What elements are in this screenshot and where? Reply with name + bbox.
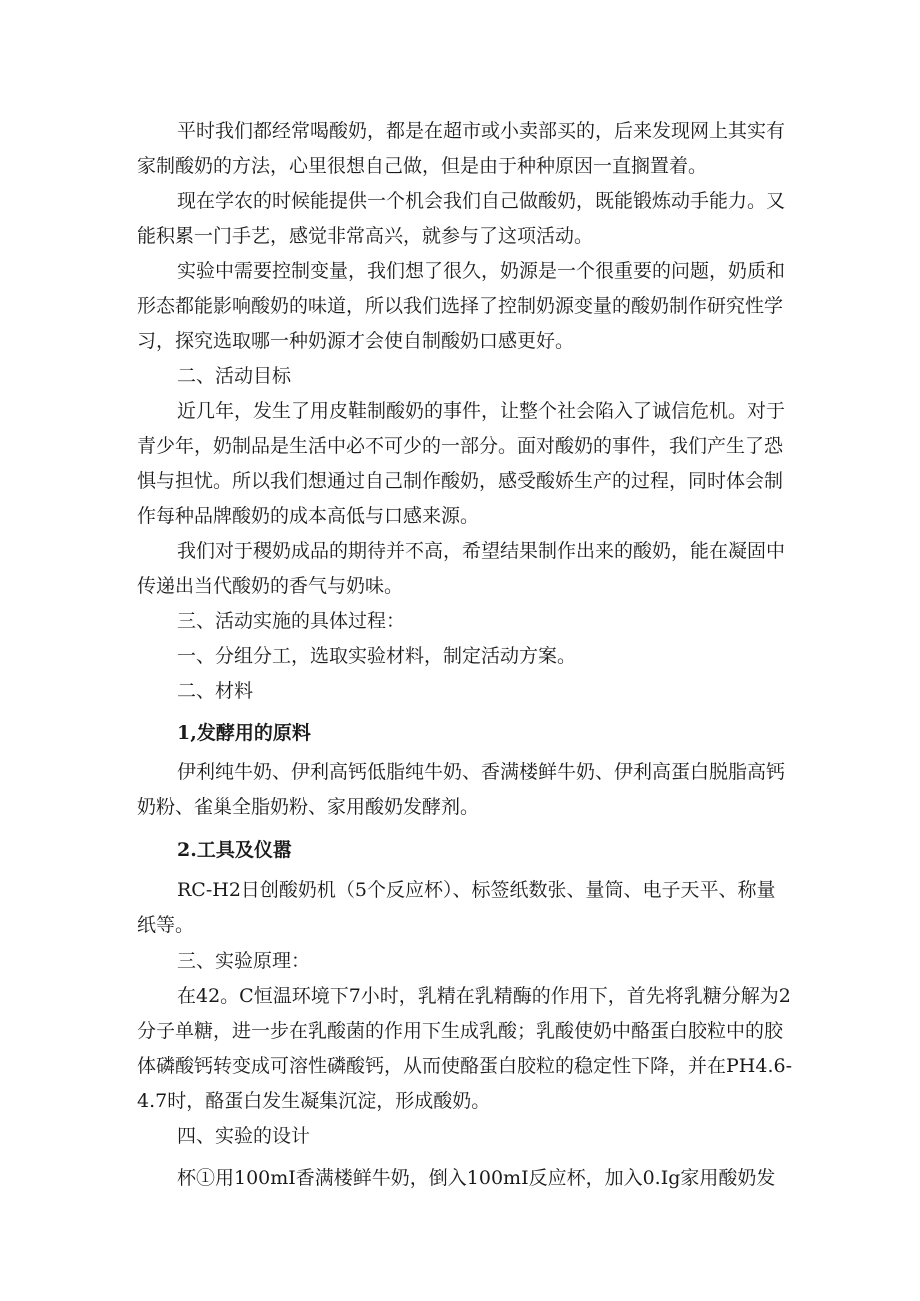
subheading-raw-materials: 1,发酵用的原料 [177,722,311,744]
paragraph-intro-2: 现在学农的时候能提供一个机会我们自己做酸奶，既能锻炼动手能力。又能积累一门手艺，感觉非常高兴，就参与了这项活动。 [137,190,786,247]
section-heading-goals: 二、活动目标 [177,365,292,387]
paragraph-design: 杯①用100mI香满楼鲜牛奶，倒入100mI反应杯，加入0.Ig家用酸奶发 [177,1167,776,1189]
step-1: 一、分组分工，选取实验材料，制定活动方案。 [177,645,577,667]
paragraph-goals-1: 近几年，发生了用皮鞋制酸奶的事件，让整个社会陷入了诚信危机。对于青少年，奶制品是生活中必不可少的一部分。面对酸奶的事件，我们产生了恐惧与担忧。所以我们想通过自己制作酸奶，感受酸娇生产的过程，同时体会制作每种品牌酸奶的成本高低与口感来源。 [137,400,786,527]
paragraph-raw-materials: 伊利纯牛奶、伊利高钙低脂纯牛奶、香满楼鲜牛奶、伊利高蛋白脱脂高钙奶粉、雀巢全脂奶粉、家用酸奶发酵剂。 [137,761,786,818]
section-heading-materials: 二、材料 [177,680,254,702]
paragraph-principle: 在42。C恒温环境下7小时，乳精在乳精酶的作用下，首先将乳糖分解为2分子单糖，进一步在乳酸菌的作用下生成乳酸；乳酸使奶中酪蛋白胶粒中的胶体磷酸钙转变成可溶性磷酸钙，从而使酪蛋白胶粒的稳定性下降，并在PH4.6-4.7时，酪蛋白发生凝集沉淀，形成酸奶。 [137,985,792,1112]
section-heading-process: 三、活动实施的具体过程： [177,610,406,632]
section-heading-principle: 三、实验原理： [177,950,311,972]
paragraph-goals-2: 我们对于稷奶成品的期待并不高，希望结果制作出来的酸奶，能在凝固中传递出当代酸奶的香气与奶味。 [137,540,786,597]
subheading-tools: 2.工具及仪嚣 [177,839,292,861]
paragraph-tools: RC-H2日创酸奶机（5个反应杯）、标签纸数张、量筒、电子天平、称量纸等。 [137,879,776,936]
section-heading-design: 四、实验的设计 [177,1125,311,1147]
paragraph-intro-1: 平时我们都经常喝酸奶，都是在超市或小卖部买的，后来发现网上其实有家制酸奶的方法，心里很想自己做，但是由于种种原因一直搁置着。 [137,120,786,177]
paragraph-intro-3: 实验中需要控制变量，我们想了很久，奶源是一个很重要的问题，奶质和形态都能影响酸奶的味道，所以我们选择了控制奶源变量的酸奶制作研究性学习，探究选取哪一种奶源才会使自制酸奶口感更好。 [137,260,786,352]
